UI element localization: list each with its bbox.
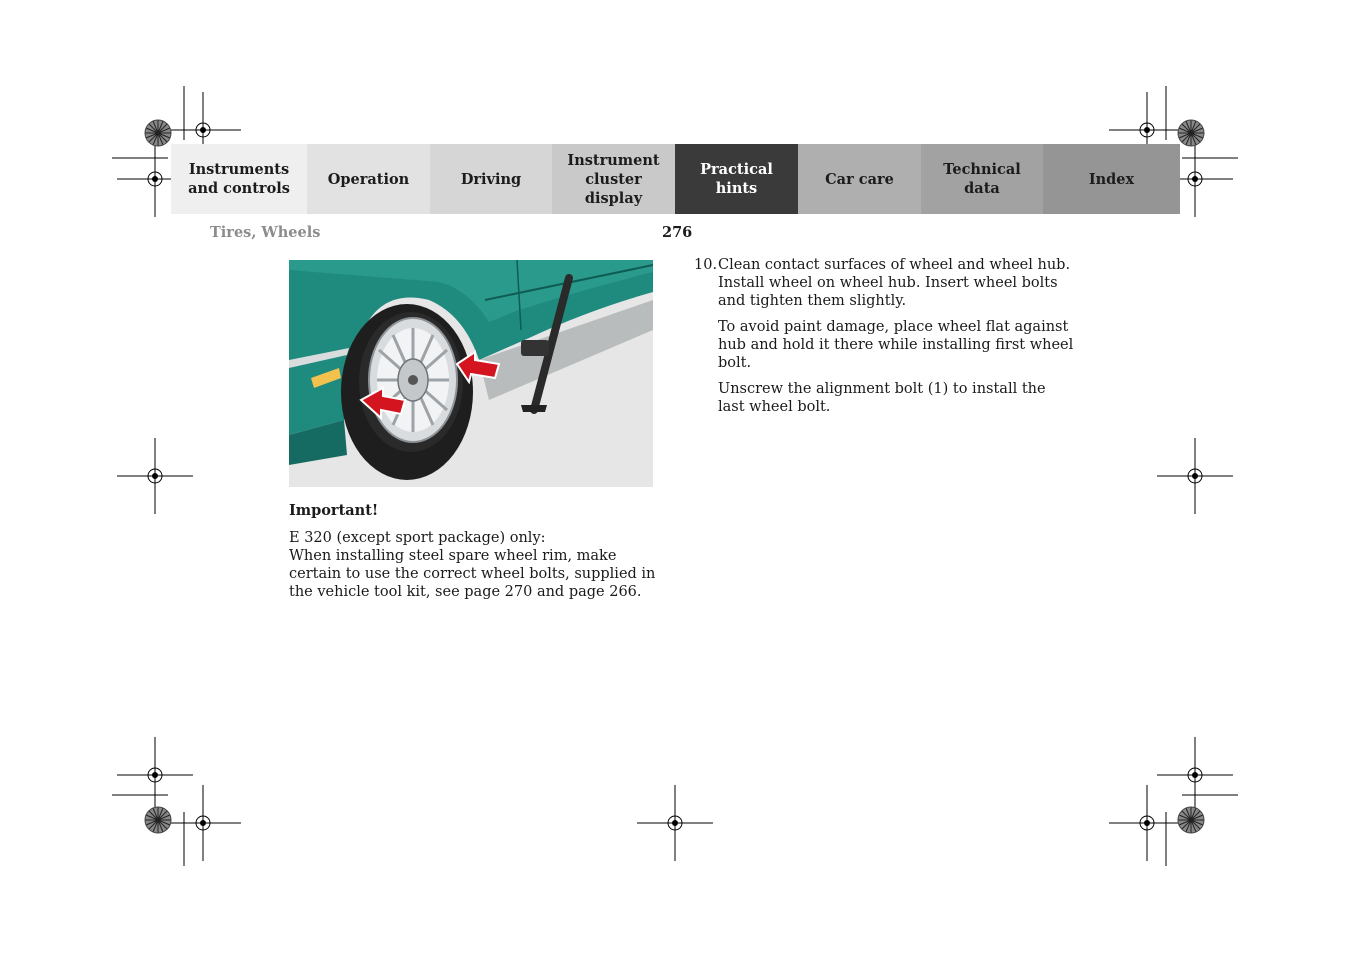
step-10 bbox=[694, 256, 1074, 416]
step-paragraph: Clean contact surfaces of wheel and wheel hub. Install wheel on wheel hub. Insert wheel bolts and tighten them slightly. bbox=[718, 257, 1071, 309]
important-line-2: When installing steel spare wheel rim, make certain to use the correct wheel bolts, supplied in the vehicle tool kit, see page 270 and page 266. bbox=[289, 548, 656, 600]
step-paragraph: Unscrew the alignment bolt (1) to install the last wheel bolt. bbox=[718, 381, 1046, 415]
step-number: 10. bbox=[694, 257, 718, 273]
important-line-1: E 320 (except sport package) only: bbox=[289, 530, 546, 546]
wheel-icon bbox=[369, 318, 457, 442]
section-tabs bbox=[171, 144, 1180, 214]
tab-car-care[interactable]: Car care bbox=[798, 144, 921, 214]
tab-index[interactable]: Index bbox=[1043, 144, 1180, 214]
tab-instruments-and-controls[interactable]: Instruments and controls bbox=[171, 144, 307, 214]
important-note bbox=[289, 502, 669, 601]
section-title: Tires, Wheels bbox=[210, 224, 321, 241]
instruction-steps bbox=[694, 256, 1074, 424]
page-number: 276 bbox=[662, 224, 693, 241]
step-paragraph: To avoid paint damage, place wheel flat against hub and hold it there while installing first wheel bolt. bbox=[718, 319, 1074, 371]
car-wheel-illustration bbox=[289, 260, 653, 487]
tab-technical-data[interactable]: Technical data bbox=[921, 144, 1043, 214]
tab-driving[interactable]: Driving bbox=[430, 144, 552, 214]
tab-instrument-cluster-display[interactable]: Instrument cluster display bbox=[552, 144, 675, 214]
wheel-installation-illustration bbox=[289, 260, 653, 487]
tab-practical-hints[interactable]: Practical hints bbox=[675, 144, 798, 214]
tab-operation[interactable]: Operation bbox=[307, 144, 430, 214]
important-heading: Important! bbox=[289, 502, 379, 519]
